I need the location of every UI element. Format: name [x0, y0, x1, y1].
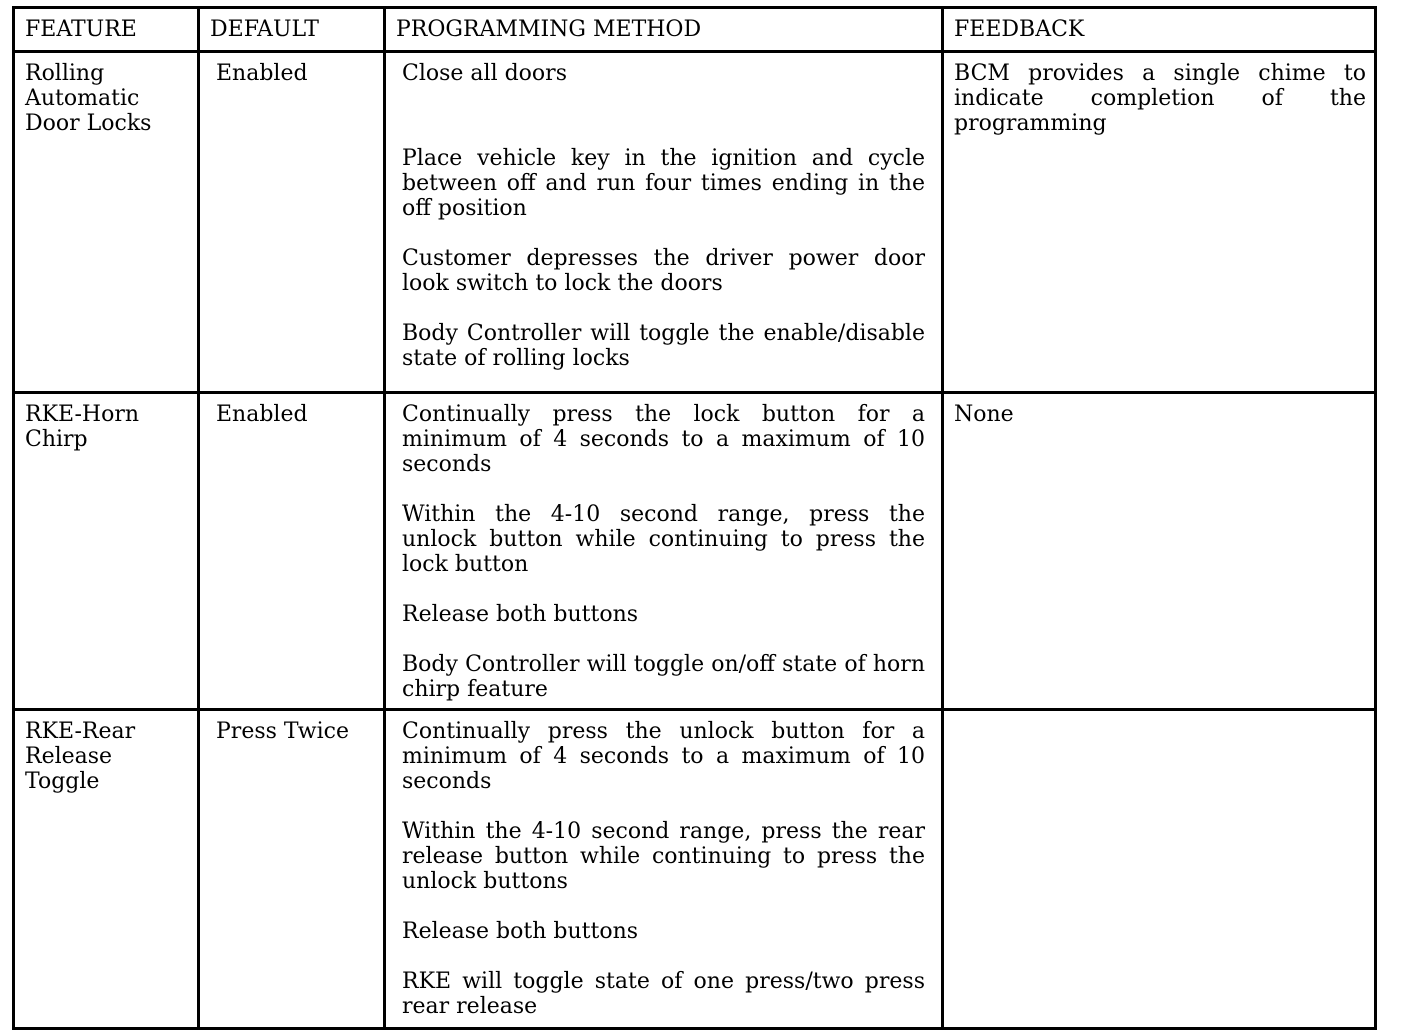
default-text: Enabled: [216, 61, 308, 86]
feature-cell: [14, 52, 199, 393]
feature-text: RKE-Horn Chirp: [25, 402, 140, 452]
feature-text: RKE-Rear Release Toggle: [25, 719, 136, 794]
default-text: Enabled: [216, 402, 308, 427]
header-feedback: FEEDBACK: [943, 8, 1376, 52]
table-row: [14, 393, 1376, 710]
method-cell: [385, 52, 943, 393]
method-step: Place vehicle key in the ignition and cycle between off and run four times ending in the off position: [402, 146, 925, 221]
method-step: Within the 4-10 second range, press the unlock button while continuing to press the lock button: [402, 502, 925, 577]
method-step: Customer depresses the driver power door look switch to lock the doors: [402, 246, 925, 296]
default-cell: [199, 710, 385, 1029]
feature-text: Rolling Automatic Door Locks: [25, 61, 152, 136]
header-default: DEFAULT: [199, 8, 385, 52]
feedback-cell: [943, 52, 1376, 393]
method-cell: [385, 393, 943, 710]
feature-cell: [14, 710, 199, 1029]
default-cell: [199, 52, 385, 393]
header-feature: FEATURE: [14, 8, 199, 52]
method-step: Continually press the lock button for a minimum of 4 seconds to a maximum of 10 seconds: [402, 402, 925, 477]
method-step: Body Controller will toggle the enable/disable state of rolling locks: [402, 321, 925, 371]
feedback-cell: [943, 393, 1376, 710]
method-cell: [385, 710, 943, 1029]
default-cell: [199, 393, 385, 710]
method-step: Release both buttons: [402, 602, 639, 627]
feedback-text: None: [954, 402, 1014, 427]
table-header: [14, 8, 1376, 52]
header-programming-method: PROGRAMMING METHOD: [385, 8, 943, 52]
default-text: Press Twice: [216, 719, 350, 744]
feature-cell: [14, 393, 199, 710]
method-step: RKE will toggle state of one press/two press rear release: [402, 969, 925, 1019]
header-row: [14, 8, 1376, 52]
programming-table: [12, 6, 1377, 1030]
table-body: [14, 52, 1376, 1029]
table-row: [14, 52, 1376, 393]
method-step: Close all doors: [402, 61, 567, 86]
feedback-cell: [943, 710, 1376, 1029]
method-step: Body Controller will toggle on/off state of horn chirp feature: [402, 652, 925, 702]
method-step: Release both buttons: [402, 919, 639, 944]
method-step: Continually press the unlock button for a minimum of 4 seconds to a maximum of 10 seconds: [402, 719, 925, 794]
method-step: Within the 4-10 second range, press the rear release button while continuing to press the unlock buttons: [402, 819, 925, 894]
document-page: [12, 6, 1374, 1030]
table-row: [14, 710, 1376, 1029]
feedback-text: BCM provides a single chime to indicate completion of the programming: [954, 61, 1366, 136]
